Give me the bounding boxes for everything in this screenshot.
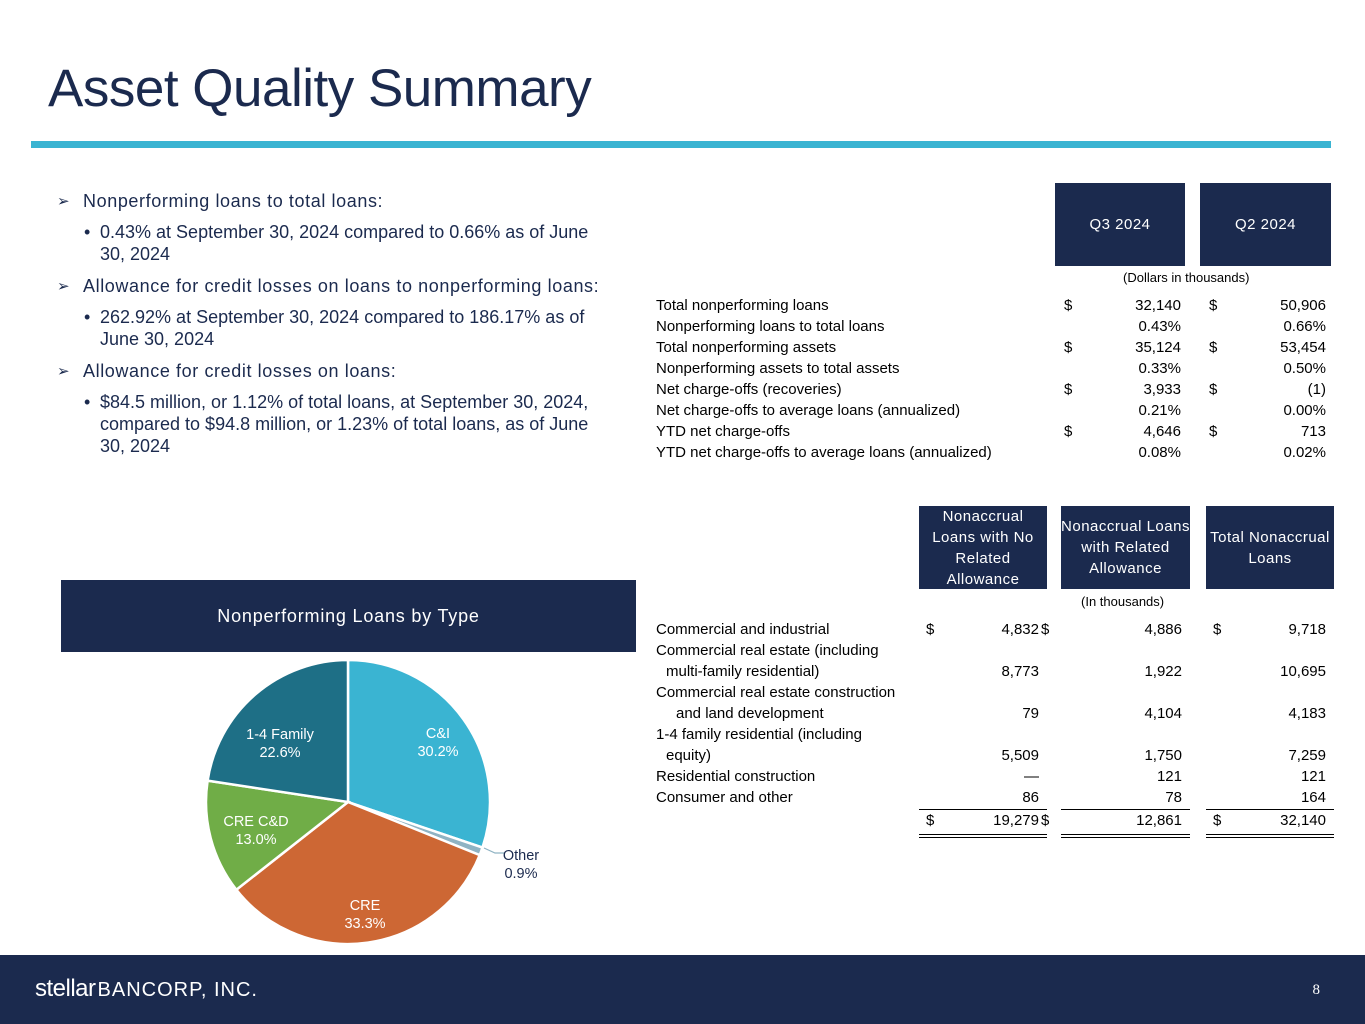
currency-sign: $	[1209, 339, 1218, 356]
logo-company: BANCORP, INC.	[97, 979, 258, 1001]
total-value: 7,259	[1288, 747, 1326, 764]
row-label: Commercial real estate (including	[656, 642, 879, 659]
metric-label: Total nonperforming assets	[656, 339, 837, 356]
sub-bullet-allowance-to-npl: • 262.92% at September 30, 2024 compared to 186.17% as of June 30, 2024	[84, 307, 585, 349]
no-allowance-value: 8,773	[1001, 663, 1039, 680]
total-with-allowance: 12,861	[1136, 812, 1182, 829]
q3-value: 0.08%	[1138, 444, 1181, 461]
row-label: Residential construction	[656, 768, 816, 785]
q2-value: 0.02%	[1283, 444, 1326, 461]
currency-sign: $	[1209, 423, 1218, 440]
currency-sign: $	[1064, 339, 1073, 356]
col-header-total-nonaccrual: Total Nonaccrual Loans	[1206, 506, 1334, 589]
q3-value: 3,933	[1143, 381, 1181, 398]
currency-sign: $	[1041, 812, 1050, 829]
metric-label: Net charge-offs to average loans (annualized)	[656, 402, 961, 419]
currency-sign: $	[1213, 621, 1222, 638]
other-leader-line	[484, 848, 505, 853]
dot-bullet-icon: •	[84, 307, 91, 327]
pie-label-name: CRE C&D	[223, 814, 289, 830]
pie-label-name: 1-4 Family	[246, 727, 314, 743]
total-no-allowance: 19,279	[993, 812, 1039, 829]
with-allowance-value: 4,104	[1144, 705, 1182, 722]
currency-sign: $	[1064, 297, 1073, 314]
currency-sign: $	[1209, 381, 1218, 398]
col-header-q2-2024: Q2 2024	[1200, 183, 1331, 266]
pie-label-name: C&I	[425, 726, 451, 742]
q2-value: 0.66%	[1283, 318, 1326, 335]
bullet-npl-to-loans: ➢ Nonperforming loans to total loans:	[57, 191, 384, 211]
logo-brand: stellar	[35, 975, 96, 1002]
pie-chart-title: Nonperforming Loans by Type	[61, 580, 636, 652]
page-title: Asset Quality Summary	[48, 59, 592, 118]
with-allowance-value: 4,886	[1144, 621, 1182, 638]
row-label: Consumer and other	[656, 789, 793, 806]
col-header-q3-2024: Q3 2024	[1055, 183, 1185, 266]
total-value: 121	[1300, 768, 1326, 785]
row-label: Commercial real estate construction	[656, 684, 896, 701]
metrics-units-note: (Dollars in thousands)	[1123, 270, 1250, 285]
total-nonaccrual: 32,140	[1280, 812, 1326, 829]
arrow-bullet-icon: ➢	[57, 193, 71, 210]
pie-label-name: CRE	[349, 898, 381, 914]
q3-value: 0.21%	[1138, 402, 1181, 419]
q3-value: 35,124	[1135, 339, 1181, 356]
currency-sign: $	[1213, 812, 1222, 829]
sub-bullet-allowance: • $84.5 million, or 1.12% of total loans, at September 30, 2024, compared to $94.8 million, or 1.23% of total loans, as of June 30, 2024	[84, 392, 589, 456]
pie-label-name: Other	[502, 848, 540, 864]
metric-label: Net charge-offs (recoveries)	[656, 381, 842, 398]
pie-label-pct: 33.3%	[344, 916, 386, 932]
no-allowance-value: 5,509	[1001, 747, 1039, 764]
q3-value: 0.43%	[1138, 318, 1181, 335]
pie-label-pct: 22.6%	[259, 745, 301, 761]
q2-value: 713	[1300, 423, 1326, 440]
no-allowance-value: 86	[1022, 789, 1039, 806]
total-value: 9,718	[1288, 621, 1326, 638]
row-label: 1-4 family residential (including	[656, 726, 862, 743]
arrow-bullet-icon: ➢	[57, 278, 71, 295]
no-allowance-value: 4,832	[1001, 621, 1039, 638]
row-label: Commercial and industrial	[656, 621, 830, 638]
currency-sign: $	[1064, 423, 1073, 440]
with-allowance-value: 121	[1156, 768, 1182, 785]
no-allowance-value: 79	[1022, 705, 1039, 722]
row-label: and land development	[676, 705, 824, 722]
bullet-allowance-to-npl: ➢ Allowance for credit losses on loans to nonperforming loans:	[57, 276, 600, 296]
total-value: 164	[1300, 789, 1326, 806]
dot-bullet-icon: •	[84, 392, 91, 412]
currency-sign: $	[926, 621, 935, 638]
sub-bullet-npl-to-loans: • 0.43% at September 30, 2024 compared to 0.66% as of June 30, 2024	[84, 222, 589, 264]
q2-value: (1)	[1307, 381, 1326, 398]
metric-label: YTD net charge-offs to average loans (annualized)	[656, 444, 992, 461]
pie-label-pct: 30.2%	[417, 744, 459, 760]
q3-value: 0.33%	[1138, 360, 1181, 377]
metric-label: Nonperforming assets to total assets	[656, 360, 900, 377]
currency-sign: $	[926, 812, 935, 829]
row-label: equity)	[666, 747, 712, 764]
with-allowance-value: 1,750	[1144, 747, 1182, 764]
q3-value: 4,646	[1143, 423, 1181, 440]
pie-label-pct: 13.0%	[235, 832, 277, 848]
arrow-bullet-icon: ➢	[57, 363, 71, 380]
q2-value: 0.00%	[1283, 402, 1326, 419]
total-value: 4,183	[1288, 705, 1326, 722]
pie-label-pct: 0.9%	[504, 866, 538, 882]
col-header-with-allowance: Nonaccrual Loans with Related Allowance	[1061, 506, 1190, 589]
bullet-allowance: ➢ Allowance for credit losses on loans:	[57, 361, 397, 381]
metric-label: Nonperforming loans to total loans	[656, 318, 885, 335]
no-allowance-value: —	[1024, 768, 1039, 785]
nonaccrual-units-note: (In thousands)	[1081, 594, 1165, 609]
q2-value: 50,906	[1280, 297, 1326, 314]
with-allowance-value: 1,922	[1144, 663, 1182, 680]
with-allowance-value: 78	[1165, 789, 1182, 806]
metric-label: Total nonperforming loans	[656, 297, 829, 314]
row-label: multi-family residential)	[666, 663, 820, 680]
currency-sign: $	[1209, 297, 1218, 314]
dot-bullet-icon: •	[84, 222, 91, 242]
currency-sign: $	[1041, 621, 1050, 638]
currency-sign: $	[1064, 381, 1073, 398]
q2-value: 0.50%	[1283, 360, 1326, 377]
page-number: 8	[1312, 982, 1320, 998]
q2-value: 53,454	[1280, 339, 1326, 356]
company-logo	[35, 975, 258, 1003]
total-value: 10,695	[1280, 663, 1326, 680]
q3-value: 32,140	[1135, 297, 1181, 314]
col-header-no-allowance: Nonaccrual Loans with No Related Allowance	[919, 506, 1047, 589]
metric-label: YTD net charge-offs	[656, 423, 790, 440]
